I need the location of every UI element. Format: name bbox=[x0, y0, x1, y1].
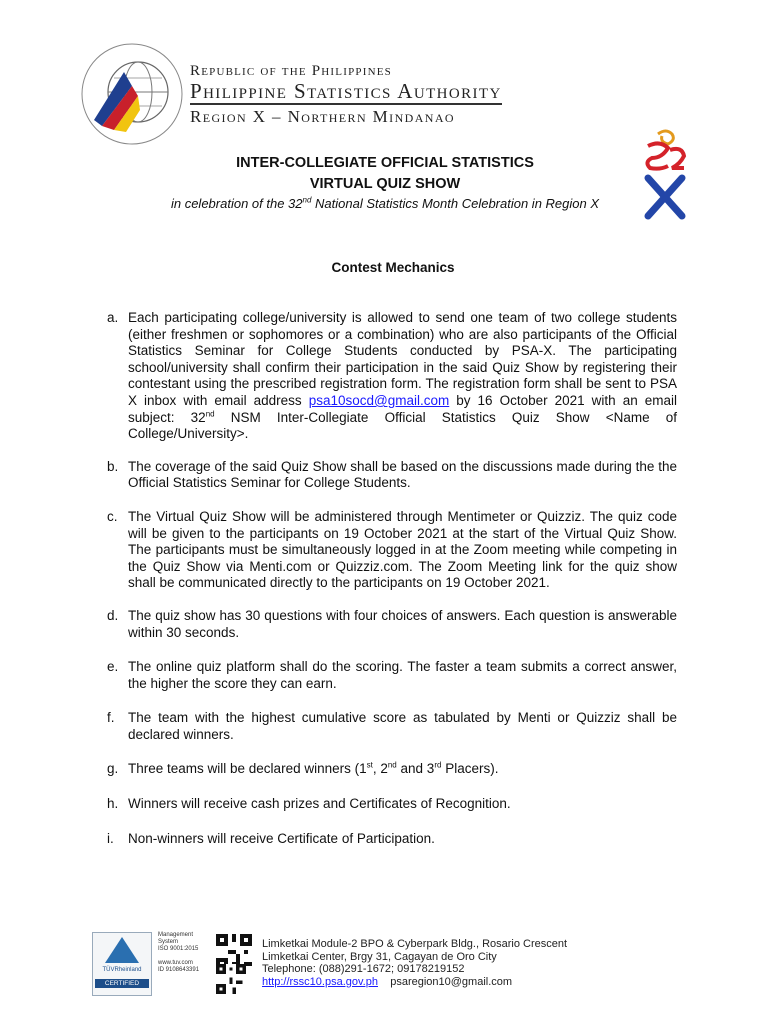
cert-label: CERTIFIED bbox=[95, 979, 149, 988]
list-item-g: g. Three teams will be declared winners (1st, 2nd and 3rd Placers). bbox=[107, 760, 499, 777]
agency-name: Philippine Statistics Authority bbox=[190, 79, 502, 103]
tuv-triangle-icon bbox=[105, 937, 139, 963]
telephone-line: Telephone: (088)291-1672; 09178219152 bbox=[262, 963, 465, 976]
section-heading: Contest Mechanics bbox=[331, 260, 455, 275]
page-footer bbox=[92, 930, 692, 1000]
psa-logo bbox=[80, 42, 184, 146]
mechanics-list bbox=[107, 310, 677, 847]
footer-email: psaregion10@gmail.com bbox=[390, 975, 513, 988]
list-item-i: i. Non-winners will receive Certificate of Participation. bbox=[107, 830, 435, 846]
item-label: h. bbox=[107, 796, 119, 812]
republic-line: Republic of the Philippines bbox=[190, 63, 392, 79]
cert-brand: TÜVRheinland bbox=[102, 967, 142, 973]
contact-info bbox=[262, 938, 567, 988]
item-label: a. bbox=[107, 310, 119, 325]
list-item-a: a. Each participating college/university is allowed to send one team of two college students (either freshmen or sophomores or a combination) who are also participants of the Official Statistics Seminar for College Students conducted by PSA-X. The participating school/university shall confirm their participation in the said Quiz Show by registering their contestant using the prescribed registration form. The registration form shall be sent to PSA X inbox with email address psa10socd@gmail.com by 16 October 2021 with an email subject: 32nd NSM Inter-Collegiate Official Statistics Quiz Show <Name of College/University>. bbox=[107, 310, 678, 442]
document-title-line2: VIRTUAL QUIZ SHOW bbox=[309, 176, 461, 192]
tuv-certification-badge bbox=[92, 932, 152, 996]
item-label: c. bbox=[107, 508, 118, 524]
contest-email-link[interactable]: psa10socd@gmail.com bbox=[308, 392, 450, 408]
item-label: f. bbox=[107, 710, 115, 726]
item-label: g. bbox=[107, 761, 119, 777]
document-title-line1: INTER-COLLEGIATE OFFICIAL STATISTICS bbox=[236, 155, 534, 171]
list-item-f: f. The team with the highest cumulative score as tabulated by Menti or Quizziz shall be declared winners. bbox=[107, 710, 677, 742]
management-system-info: Management System ISO 9001:2015 www.tuv.com ID 9108643391 bbox=[158, 932, 200, 973]
item-label: b. bbox=[107, 458, 119, 474]
list-item-e: e. The online quiz platform shall do the scoring. The faster a team submits a correct answer, the higher the score they can earn. bbox=[107, 659, 677, 691]
address-line2: Limketkai Center, Brgy 31, Cagayan de Oro City bbox=[262, 950, 497, 963]
region-line: Region X – Northern Mindanao bbox=[190, 107, 455, 126]
document-subtitle: in celebration of the 32nd National Statistics Month Celebration in Region X bbox=[170, 195, 600, 211]
web-email-line bbox=[262, 976, 567, 989]
list-item-b: b. The coverage of the said Quiz Show shall be based on the discussions made during the the Official Statistics Seminar for College Students. bbox=[107, 458, 677, 491]
qr-code-icon bbox=[216, 964, 246, 994]
list-item-h: h. Winners will receive cash prizes and Certificates of Recognition. bbox=[107, 796, 511, 812]
item-label: i. bbox=[107, 830, 114, 846]
address-line1: Limketkai Module-2 BPO & Cyberpark Bldg., Rosario Crescent bbox=[262, 938, 568, 950]
item-label: e. bbox=[107, 659, 119, 675]
list-item-d: d. The quiz show has 30 questions with four choices of answers. Each question is answerable within 30 seconds. bbox=[107, 607, 677, 640]
list-item-c: c. The Virtual Quiz Show will be administered through Mentimeter or Quizziz. The quiz code will be given to the participants on 19 October 2021 at the start of the Virtual Quiz Show. The participants must be simultaneously logged in at the Zoom meeting while competing in the Quiz Show via Menti.com or Quizziz.com. The Zoom Meeting link for the quiz show shall be communicated directly to the participants on 19 October 2021. bbox=[107, 508, 677, 591]
website-link[interactable]: http://rssc10.psa.gov.ph bbox=[262, 975, 378, 988]
item-label: d. bbox=[107, 607, 119, 623]
agency-header bbox=[190, 62, 502, 129]
